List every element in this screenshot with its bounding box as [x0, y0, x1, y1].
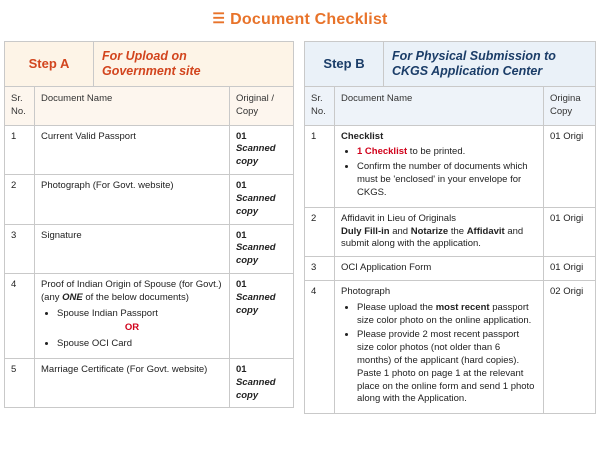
step-b-banner-line1: For Physical Submission to [392, 49, 556, 63]
row-original [229, 175, 293, 224]
page-title [0, 0, 600, 41]
row-original [229, 125, 293, 174]
step-b-section [304, 41, 596, 414]
row-original-kind: Scanned copy [235, 376, 276, 401]
row-document-line1: Proof of Indian Origin of Spouse (for Govt.) [41, 278, 222, 290]
table-row [305, 257, 596, 281]
row-document-line1: Affidavit in Lieu of Originals [341, 212, 456, 224]
step-a-col-sr-line1: Sr. [11, 93, 23, 104]
step-b-col-sr-line2: No. [311, 105, 326, 117]
table-row [305, 207, 596, 256]
step-a-header-row [5, 87, 294, 126]
list-item-post: passport size color photo on the online application. [357, 301, 532, 326]
step-a-col-sr-line2: No. [11, 105, 26, 117]
row-document: Signature [35, 224, 230, 273]
step-b-col-original-line2: Copy [549, 105, 573, 117]
list-item-em: most recent [435, 301, 490, 313]
step-b-header-row [305, 87, 596, 126]
checklist-columns [0, 41, 600, 414]
step-b-banner-row [305, 42, 596, 87]
affidavit-fill-in: Duly Fill-in [341, 225, 390, 237]
list-item: • Please provide 2 most recent passport size color photos (not older than 6 months) of the applicant (hard copies). Paste 1 photo on page 1 at the relevant place on the online form and send 1 photo along with the Application. [357, 329, 537, 406]
table-row [305, 125, 596, 207]
row-document: OCI Application Form [335, 257, 544, 281]
row-document: Marriage Certificate (For Govt. website) [35, 359, 230, 408]
step-b-col-original [543, 87, 595, 126]
step-a-col-original-line2: Copy [235, 105, 259, 117]
row-document: Photograph (For Govt. website) [35, 175, 230, 224]
step-b-banner-text [384, 42, 595, 86]
affidavit-and: and [389, 225, 411, 237]
affidavit-rest: and submit along with the application. [341, 225, 524, 250]
table-row [5, 125, 294, 174]
row-document-line2 [41, 292, 223, 305]
row-original-kind: Scanned copy [235, 143, 276, 168]
list-icon: ☰ [212, 10, 226, 26]
row-original-count: 01 [235, 278, 247, 290]
list-item-pre: Please upload the [357, 301, 436, 313]
row-document [335, 125, 544, 207]
table-row [5, 175, 294, 224]
page-title-text: Document Checklist [230, 11, 388, 28]
row-or-label: OR [124, 322, 140, 334]
affidavit-word: Affidavit [466, 225, 505, 237]
row-original-count: 01 [235, 180, 247, 192]
step-b-table [304, 41, 596, 414]
row-original-count: 01 [235, 229, 247, 241]
row-original-kind: Scanned copy [235, 291, 276, 316]
list-item: • Spouse OCI Card [57, 338, 223, 351]
row-sr: 5 [5, 359, 35, 408]
row-document [35, 273, 230, 358]
list-item-em: 1 Checklist [357, 146, 408, 158]
row-original: 01 Origi [543, 207, 595, 256]
step-a-col-original-line1: Original / [235, 93, 274, 104]
affidavit-notarize: Notarize [410, 225, 449, 237]
step-b-banner-cell [305, 42, 596, 87]
step-b-label: Step B [305, 42, 384, 86]
step-a-banner-line1: For Upload on [102, 49, 187, 63]
step-a-banner-line2: Government site [102, 64, 201, 78]
row-sr: 4 [5, 273, 35, 358]
step-a-banner-text [94, 42, 293, 86]
row-sr: 2 [5, 175, 35, 224]
list-item [357, 146, 537, 159]
step-a-col-document: Document Name [35, 87, 230, 126]
list-item: • Spouse Indian Passport [57, 308, 223, 321]
row-document [335, 207, 544, 256]
step-a-table [4, 41, 294, 408]
row-sr: 2 [305, 207, 335, 256]
row-original-count: 01 [235, 364, 247, 375]
table-row [5, 359, 294, 408]
row-original-kind: Scanned copy [235, 242, 276, 267]
step-a-banner-row [5, 42, 294, 87]
step-a-col-original [229, 87, 293, 126]
table-row [305, 280, 596, 413]
row-doc-any-em: ONE [62, 291, 83, 303]
row-sr: 4 [305, 280, 335, 413]
step-b-col-document: Document Name [335, 87, 544, 126]
row-original: 02 Origi [543, 280, 595, 413]
row-document-line2 [341, 226, 537, 252]
row-original-kind: Scanned copy [235, 192, 276, 217]
row-original [229, 224, 293, 273]
list-item [357, 302, 537, 328]
row-sr: 1 [5, 125, 35, 174]
list-item: • Confirm the number of documents which must be 'enclosed' in your envelope for CKGS. [357, 161, 537, 199]
table-row [5, 273, 294, 358]
row-document-bullets [341, 146, 537, 199]
row-document-bullets [41, 308, 223, 321]
row-doc-any-post: of the below documents) [82, 291, 189, 303]
step-b-col-sr [305, 87, 335, 126]
row-doc-any-pre: (any [41, 291, 63, 303]
step-a-section [4, 41, 294, 408]
table-row [5, 224, 294, 273]
row-sr: 3 [305, 257, 335, 281]
row-document-bullets-2 [41, 338, 223, 351]
row-document-bullets [341, 302, 537, 407]
step-a-label: Step A [5, 42, 94, 86]
row-original-count: 01 [235, 130, 247, 142]
step-a-banner-cell [5, 42, 294, 87]
row-document-title: Photograph [341, 285, 391, 297]
row-document: Current Valid Passport [35, 125, 230, 174]
step-b-col-sr-line1: Sr. [311, 93, 323, 104]
list-item-post: to be printed. [407, 146, 466, 158]
row-original: 01 Origi [543, 257, 595, 281]
row-document [335, 280, 544, 413]
row-sr: 3 [5, 224, 35, 273]
step-a-col-sr [5, 87, 35, 126]
row-sr: 1 [305, 125, 335, 207]
row-original [229, 273, 293, 358]
step-b-col-original-line1: Origina [549, 93, 581, 104]
step-b-banner-line2: CKGS Application Center [392, 64, 543, 78]
affidavit-the: the [448, 225, 467, 237]
row-document-title: Checklist [341, 130, 384, 142]
row-original [229, 359, 293, 408]
row-original: 01 Origi [543, 125, 595, 207]
